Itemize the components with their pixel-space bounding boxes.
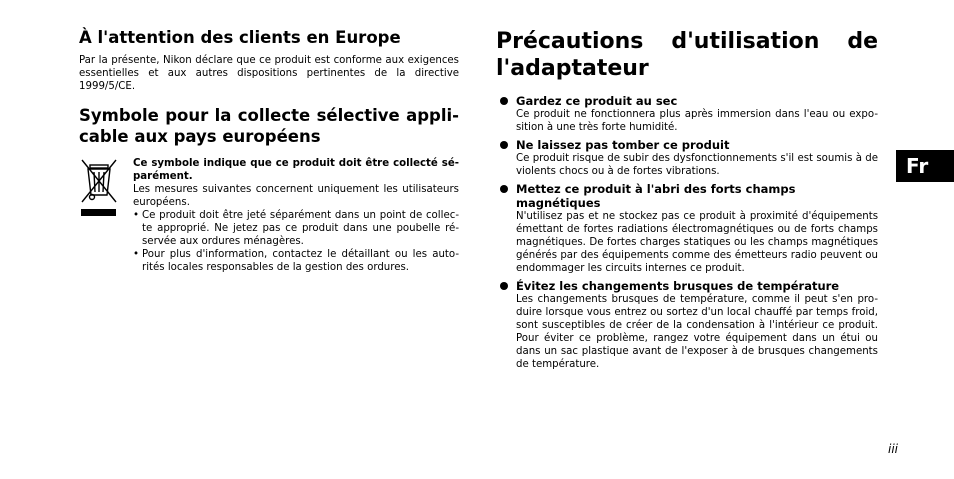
list-item: • Pour plus d'information, contactez le détaillant ou les auto-rités locales responsables de la gestion des ordures. (133, 248, 459, 274)
precaution-body: N'utilisez pas et ne stockez pas ce produit à proximité d'équipements émettant de fortes radiations électromagnétiques ou de forts champs magnétiques. De fortes charges statiques ou les champs magnétiques générés par des équipements comme des émetteurs radio peuvent ou endommager les circuits internes ce produit. (516, 211, 878, 274)
weee-intro: Les mesures suivantes concernent uniquement les utilisateurs européens. (133, 184, 459, 208)
precaution-heading: Mettez ce produit à l'abri des forts champs magnétiques (516, 182, 796, 210)
right-column (496, 28, 878, 375)
crossed-out-wheelie-bin-icon (79, 157, 119, 274)
precaution-item (496, 138, 878, 178)
language-tab: Fr (896, 150, 954, 182)
page-title (496, 28, 878, 82)
precaution-body: Ce produit ne fonctionnera plus après immersion dans l'eau ou expo-sition à une très forte humidité. (516, 109, 878, 133)
precaution-body: Les changements brusques de température, comme il peut s'en pro-duire lorsque vous entrez ou sortez d'un local chauffé par temps froid, sont susceptibles de créer de la condensation à l'intérieur ce produit. Pour éviter ce problème, rangez votre équipement dans un étui ou dans un sac plastique avant de l'exposer à de brusques changements de température. (516, 294, 878, 370)
bullet-icon (500, 97, 508, 105)
weee-block (79, 157, 459, 274)
bullet-icon (500, 282, 508, 290)
weee-lead: Ce symbole indique que ce produit doit être collecté sé-parément. (133, 158, 459, 182)
weee-heading: Symbole pour la collecte sélective appli-cable aux pays européens (79, 106, 459, 146)
precaution-heading: Ne laissez pas tomber ce produit (516, 138, 730, 152)
weee-bullets (133, 209, 459, 274)
precaution-item (496, 279, 878, 371)
left-column (79, 28, 459, 274)
bullet-icon (500, 185, 508, 193)
precaution-heading: Évitez les changements brusques de température (516, 279, 840, 293)
precaution-item (496, 182, 878, 275)
bullet-icon (500, 141, 508, 149)
precaution-heading: Gardez ce produit au sec (516, 94, 678, 108)
europe-heading: À l'attention des clients en Europe (79, 28, 401, 47)
title-line-2: l'adaptateur (496, 56, 649, 81)
page-number: iii (888, 442, 899, 456)
weee-text (133, 157, 459, 274)
title-line-1: Précautions d'utilisation de (496, 29, 878, 54)
list-item: • Ce produit doit être jeté séparément dans un point de collec-te approprié. Ne jetez pas ce produit dans une poubelle ré-servée aux ordures ménagères. (133, 209, 459, 248)
precaution-item (496, 94, 878, 134)
europe-paragraph: Par la présente, Nikon déclare que ce produit est conforme aux exigences essentielles et aux autres dispositions pertinentes de la directive 1999/5/CE. (79, 55, 459, 92)
precaution-body: Ce produit risque de subir des dysfonctionnements s'il est soumis à de violents chocs ou à de fortes vibrations. (516, 153, 878, 177)
